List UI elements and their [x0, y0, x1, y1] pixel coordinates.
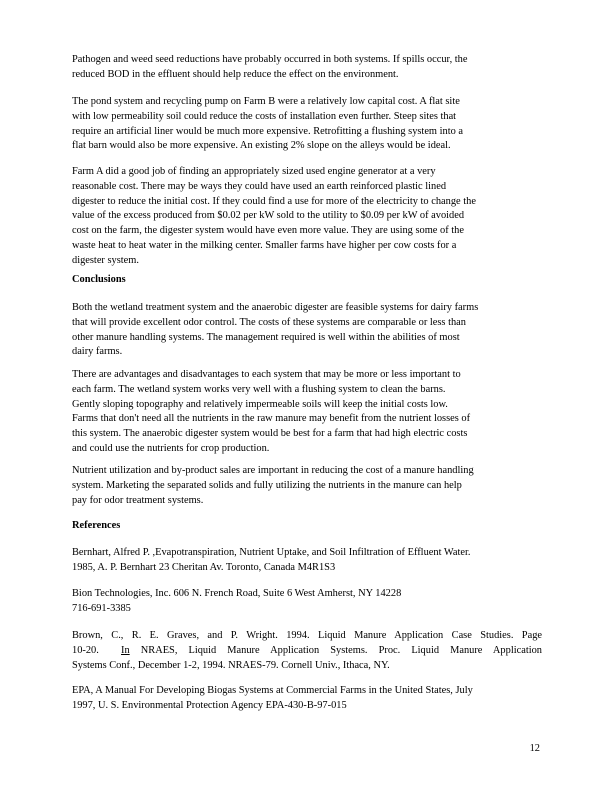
text-line: this system. The anaerobic digester system would be best for a farm that had high electric costs [72, 428, 468, 440]
text-line [72, 644, 542, 659]
text-line: flat barn would also be more expensive. An existing 2% slope on the alleys would be ideal. [72, 140, 451, 152]
text-segment: 10-20. [72, 644, 122, 656]
text-line: The pond system and recycling pump on Farm B were a relatively low capital cost. A flat site [72, 96, 460, 107]
text-line: Gently sloping topography and relatively impermeable soils will keep the initial costs low. [72, 398, 448, 410]
text-line: 1985, A. P. Bernhart 23 Cheritan Av. Toronto, Canada M4R1S3 [72, 561, 336, 573]
text-line: other manure handling systems. The management required is well within the abilities of most [72, 331, 460, 343]
text-line: Both the wetland treatment system and the anaerobic digester are feasible systems for dairy farms [72, 302, 479, 313]
paragraph-pond-system [72, 95, 542, 154]
text-line: system. Marketing the separated solids and fully utilizing the nutrients in the manure can help [72, 479, 462, 491]
text-line: Farms that don't need all the nutrients in the raw manure may benefit from the nutrient losses of [72, 413, 471, 425]
text-line: 716-691-3385 [72, 602, 131, 614]
text-line: digester system. [72, 254, 139, 266]
reference-brown [72, 629, 542, 673]
text-line: Systems Conf., December 1-2, 1994. NRAES-79. Cornell Univ., Ithaca, NY. [72, 659, 390, 671]
text-line: EPA, A Manual For Developing Biogas Systems at Commercial Farms in the United States, July [72, 685, 473, 696]
text-line: Brown, C., R. E. Graves, and P. Wright. 1994. Liquid Manure Application Case Studies. Page [72, 630, 542, 641]
conclusions-heading: Conclusions [72, 274, 126, 285]
text-line: pay for odor treatment systems. [72, 494, 204, 506]
in-underlined: In [121, 644, 130, 656]
text-line: dairy farms. [72, 346, 123, 358]
page-number: 12 [529, 743, 540, 754]
text-line: each farm. The wetland system works very well with a flushing system to clean the barns. [72, 383, 446, 395]
text-line: that will provide excellent odor control. The costs of these systems are comparable or less than [72, 316, 466, 328]
text-line: digester to reduce the initial cost. If they could find a use for more of the electricity to change the [72, 195, 476, 207]
text-segment: NRAES, Liquid Manure Application Systems. Proc. Liquid Manure Application [129, 644, 542, 656]
reference-bion [72, 587, 542, 617]
text-line: reduced BOD in the effluent should help reduce the effect on the environment. [72, 68, 399, 80]
text-line: There are advantages and disadvantages to each system that may be more or less important to [72, 369, 461, 380]
text-line: 1997, U. S. Environmental Protection Agency EPA-430-B-97-015 [72, 699, 347, 711]
paragraph-conclusions-advantages [72, 368, 542, 457]
text-line: Bernhart, Alfred P. ,Evapotranspiration, Nutrient Uptake, and Soil Infiltration of Effluent Water. [72, 547, 471, 558]
paragraph-pathogen-reduction [72, 53, 542, 83]
reference-bernhart [72, 546, 542, 576]
text-line: waste heat to heat water in the milking center. Smaller farms have higher per cow costs for a [72, 239, 457, 251]
text-line: Bion Technologies, Inc. 606 N. French Road, Suite 6 West Amherst, NY 14228 [72, 588, 402, 599]
text-line: Pathogen and weed seed reductions have probably occurred in both systems. If spills occur, the [72, 54, 468, 65]
text-line: Nutrient utilization and by-product sales are important in reducing the cost of a manure handling [72, 465, 474, 476]
text-line: value of the excess produced from $0.02 per kW sold to the utility to $0.09 per kW of avoided [72, 210, 465, 222]
paragraph-conclusions-nutrients [72, 464, 542, 508]
reference-epa [72, 684, 542, 714]
text-line: and could use the nutrients for crop production. [72, 442, 270, 454]
text-line: Farm A did a good job of finding an appropriately sized used engine generator at a very [72, 166, 436, 177]
text-line: require an artificial liner would be much more expensive. Retrofitting a flushing system into a [72, 125, 463, 137]
paragraph-conclusions-feasible [72, 301, 542, 360]
references-heading: References [72, 520, 121, 531]
text-line: cost on the farm, the digester system would have even more value. They are using some of the [72, 225, 464, 237]
text-line: with low permeability soil could reduce the costs of installation even further. Steep sites that [72, 110, 457, 122]
paragraph-farm-a-generator [72, 165, 542, 269]
text-line: reasonable cost. There may be ways they could have used an earth reinforced plastic lined [72, 180, 447, 192]
